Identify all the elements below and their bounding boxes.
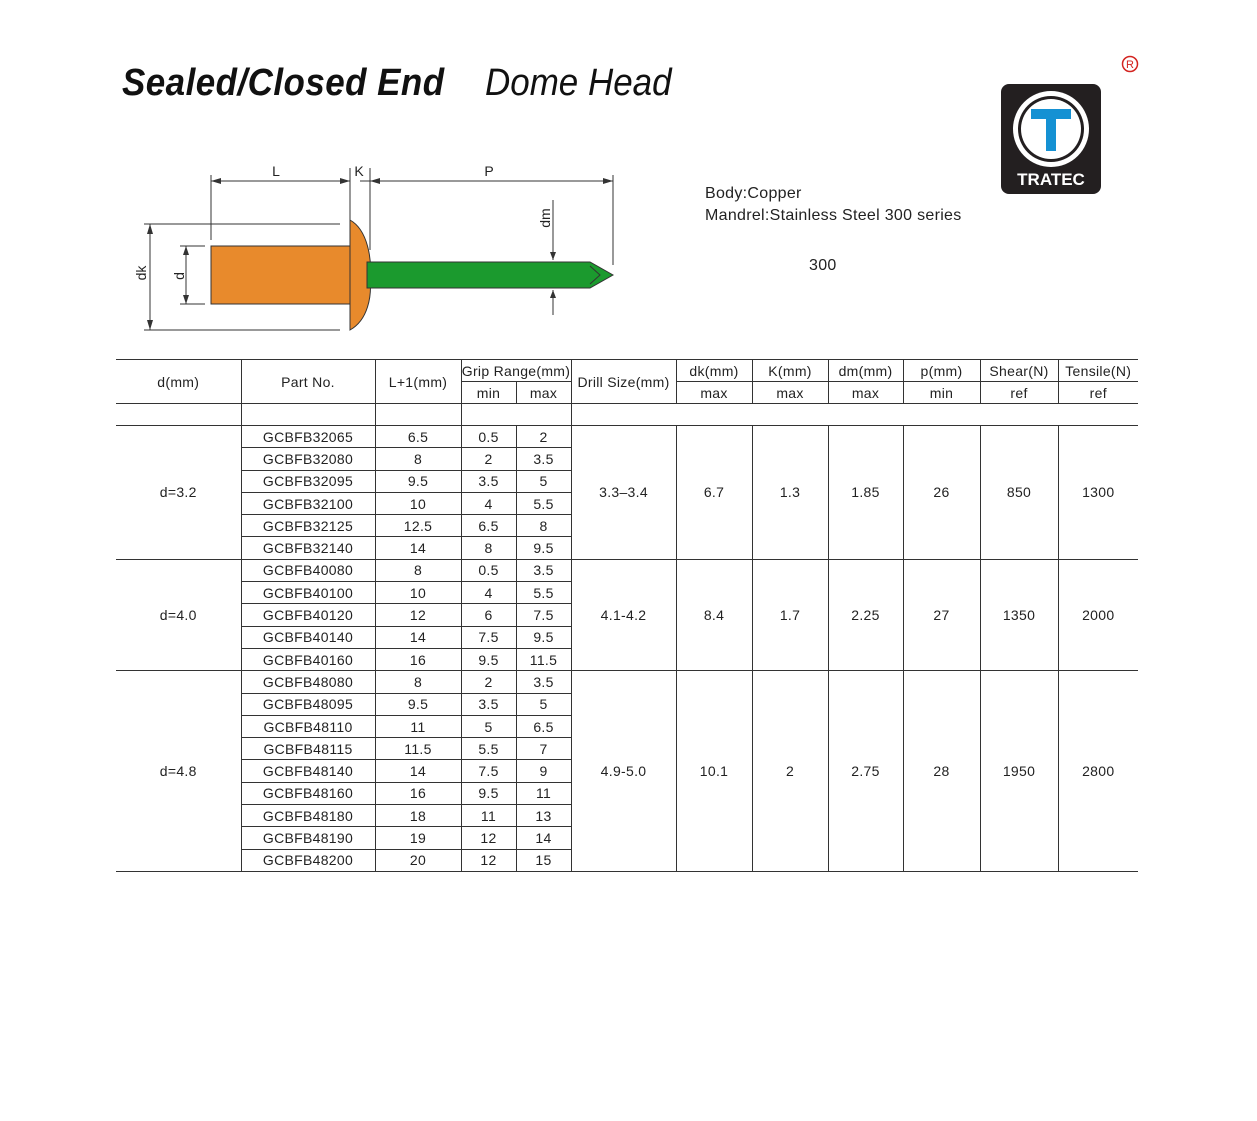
part-number: GCBFB40160 [241, 648, 375, 670]
label-dm: dm [537, 208, 553, 228]
grip-max: 14 [516, 827, 571, 849]
label-P: P [484, 163, 494, 179]
grip-min: 5 [461, 715, 516, 737]
k-value: 2 [752, 671, 828, 872]
mandrel [367, 262, 613, 288]
grip-min: 0.5 [461, 426, 516, 448]
p-value: 28 [903, 671, 980, 872]
grip-min: 9.5 [461, 782, 516, 804]
part-number: GCBFB32140 [241, 537, 375, 559]
grip-max: 11 [516, 782, 571, 804]
grip-min: 6.5 [461, 515, 516, 537]
shear-value: 1950 [980, 671, 1058, 872]
grip-max: 11.5 [516, 648, 571, 670]
grip-max: 9.5 [516, 537, 571, 559]
length: 14 [375, 760, 461, 782]
length: 9.5 [375, 470, 461, 492]
label-L: L [272, 163, 280, 179]
grip-max: 13 [516, 805, 571, 827]
spacer-row [116, 404, 1138, 426]
grip-max: 5.5 [516, 582, 571, 604]
grip-max: 9.5 [516, 626, 571, 648]
grip-max: 6.5 [516, 715, 571, 737]
tensile-value: 1300 [1058, 426, 1138, 560]
header-length: L+1(mm) [375, 360, 461, 404]
registered-mark-letter: R [1126, 59, 1134, 71]
length: 11 [375, 715, 461, 737]
header-p-sub: min [903, 382, 980, 404]
k-value: 1.3 [752, 426, 828, 560]
drill-size: 4.9-5.0 [571, 671, 676, 872]
grip-max: 3.5 [516, 448, 571, 470]
grip-min: 6 [461, 604, 516, 626]
length: 12 [375, 604, 461, 626]
dk-value: 6.7 [676, 426, 752, 560]
label-K: K [354, 163, 364, 179]
header-drill-size: Drill Size(mm) [571, 360, 676, 404]
grip-max: 7 [516, 738, 571, 760]
part-number: GCBFB32100 [241, 492, 375, 514]
group-diameter: d=3.2 [116, 426, 241, 560]
grip-min: 4 [461, 492, 516, 514]
grip-max: 9 [516, 760, 571, 782]
length: 11.5 [375, 738, 461, 760]
grip-min: 7.5 [461, 626, 516, 648]
grip-min: 3.5 [461, 693, 516, 715]
length: 12.5 [375, 515, 461, 537]
part-number: GCBFB48110 [241, 715, 375, 737]
header-part-no: Part No. [241, 360, 375, 404]
logo-text: TRATEC [1017, 170, 1085, 189]
header-k: K(mm) [752, 360, 828, 382]
dm-value: 2.75 [828, 671, 903, 872]
table-row [116, 559, 1138, 581]
page-title: Sealed/Closed End [122, 62, 445, 104]
part-number: GCBFB40080 [241, 559, 375, 581]
grip-max: 5.5 [516, 492, 571, 514]
length: 6.5 [375, 426, 461, 448]
header-dk-sub: max [676, 382, 752, 404]
part-number: GCBFB48190 [241, 827, 375, 849]
length: 18 [375, 805, 461, 827]
rivet-diagram [130, 160, 630, 340]
registered-trademark-icon [1121, 55, 1139, 73]
group-diameter: d=4.8 [116, 671, 241, 872]
grip-min: 4 [461, 582, 516, 604]
grip-max: 8 [516, 515, 571, 537]
grip-min: 2 [461, 671, 516, 693]
header-tensile: Tensile(N) [1058, 360, 1138, 382]
grip-max: 5 [516, 470, 571, 492]
grip-min: 2 [461, 448, 516, 470]
rivet-body [211, 246, 350, 304]
shear-value: 850 [980, 426, 1058, 560]
p-value: 27 [903, 559, 980, 670]
part-number: GCBFB48140 [241, 760, 375, 782]
header-dm-sub: max [828, 382, 903, 404]
grip-min: 12 [461, 827, 516, 849]
length: 10 [375, 492, 461, 514]
dk-value: 10.1 [676, 671, 752, 872]
tensile-value: 2000 [1058, 559, 1138, 670]
grip-max: 15 [516, 849, 571, 871]
part-number: GCBFB48115 [241, 738, 375, 760]
grip-max: 2 [516, 426, 571, 448]
part-number: GCBFB48095 [241, 693, 375, 715]
length: 16 [375, 648, 461, 670]
tensile-value: 2800 [1058, 671, 1138, 872]
header-tensile-sub: ref [1058, 382, 1138, 404]
header-grip-max: max [516, 382, 571, 404]
length: 19 [375, 827, 461, 849]
grip-max: 3.5 [516, 559, 571, 581]
length: 14 [375, 626, 461, 648]
header-grip-range: Grip Range(mm) [461, 360, 571, 382]
grip-max: 3.5 [516, 671, 571, 693]
header-dm: dm(mm) [828, 360, 903, 382]
length: 9.5 [375, 693, 461, 715]
part-number: GCBFB48180 [241, 805, 375, 827]
part-number: GCBFB40140 [241, 626, 375, 648]
group-diameter: d=4.0 [116, 559, 241, 670]
grip-min: 7.5 [461, 760, 516, 782]
grip-min: 5.5 [461, 738, 516, 760]
dk-value: 8.4 [676, 559, 752, 670]
body-material: Body:Copper [705, 185, 802, 202]
part-number: GCBFB40120 [241, 604, 375, 626]
grip-min: 11 [461, 805, 516, 827]
tratec-logo-icon [1001, 84, 1101, 194]
part-number: GCBFB32080 [241, 448, 375, 470]
header-dk: dk(mm) [676, 360, 752, 382]
length: 8 [375, 559, 461, 581]
dm-value: 2.25 [828, 559, 903, 670]
grip-max: 7.5 [516, 604, 571, 626]
part-number: GCBFB40100 [241, 582, 375, 604]
length: 14 [375, 537, 461, 559]
k-value: 1.7 [752, 559, 828, 670]
grip-min: 0.5 [461, 559, 516, 581]
dm-value: 1.85 [828, 426, 903, 560]
label-d: d [171, 272, 187, 280]
grip-min: 12 [461, 849, 516, 871]
grip-min: 9.5 [461, 648, 516, 670]
length: 8 [375, 448, 461, 470]
part-number: GCBFB48160 [241, 782, 375, 804]
header-grip-min: min [461, 382, 516, 404]
length: 20 [375, 849, 461, 871]
length: 10 [375, 582, 461, 604]
label-dk: dk [133, 265, 149, 281]
header-shear: Shear(N) [980, 360, 1058, 382]
length: 16 [375, 782, 461, 804]
grip-min: 3.5 [461, 470, 516, 492]
table-row [116, 671, 1138, 693]
grip-min: 8 [461, 537, 516, 559]
table-row [116, 426, 1138, 448]
grip-max: 5 [516, 693, 571, 715]
header-d: d(mm) [116, 360, 241, 404]
specification-table [116, 359, 1138, 872]
length: 8 [375, 671, 461, 693]
page-subtitle: Dome Head [485, 62, 672, 104]
part-number: GCBFB32065 [241, 426, 375, 448]
part-number: GCBFB48200 [241, 849, 375, 871]
part-number: GCBFB48080 [241, 671, 375, 693]
part-number: GCBFB32095 [241, 470, 375, 492]
drill-size: 3.3–3.4 [571, 426, 676, 560]
drill-size: 4.1-4.2 [571, 559, 676, 670]
header-shear-sub: ref [980, 382, 1058, 404]
shear-value: 1350 [980, 559, 1058, 670]
steel-grade: 300 [809, 257, 837, 274]
header-p: p(mm) [903, 360, 980, 382]
p-value: 26 [903, 426, 980, 560]
header-k-sub: max [752, 382, 828, 404]
mandrel-material: Mandrel:Stainless Steel 300 series [705, 207, 962, 224]
part-number: GCBFB32125 [241, 515, 375, 537]
